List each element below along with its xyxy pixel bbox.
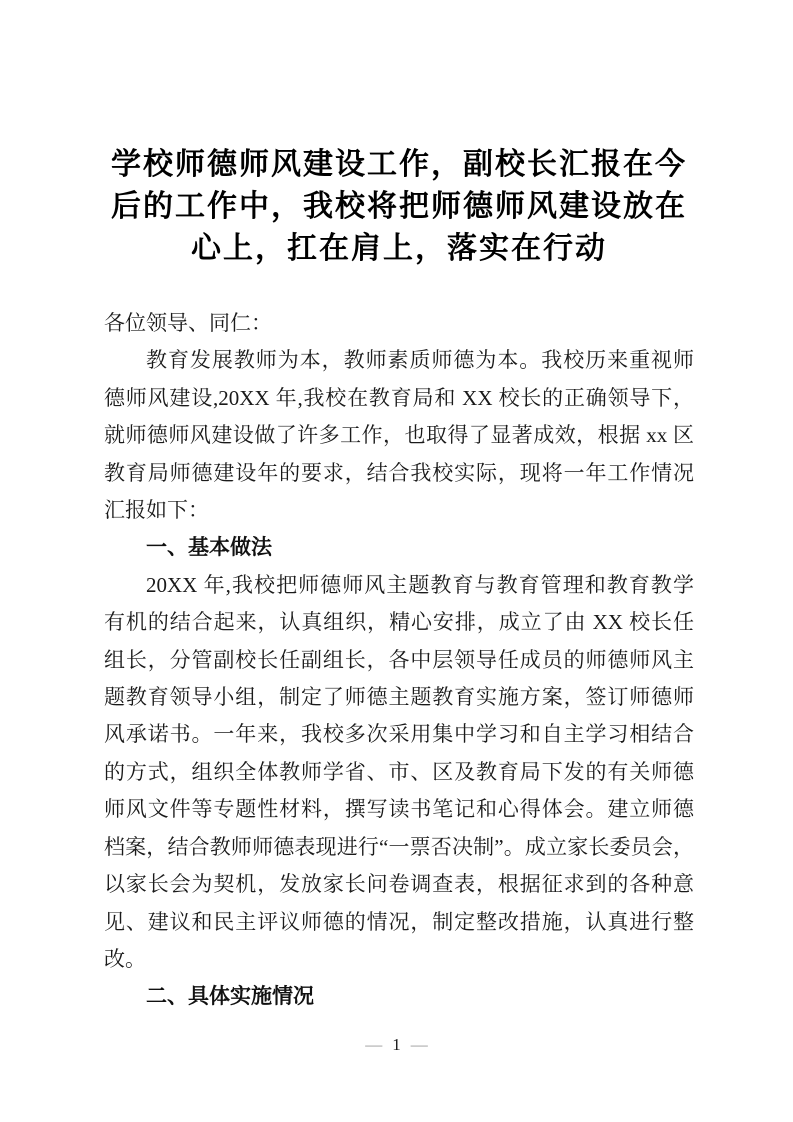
text-line: 德师风建设,20XX 年,我校在教育局和 XX 校长的正确领导下， [104,385,694,410]
text-line: 改。 [104,946,146,971]
text-line: 组长，分管副校长任副组长，各中层领导任成员的师德师风主 [104,647,694,672]
document-title [104,144,694,270]
heading [104,978,694,1015]
text-line: 就师德师风建设做了许多工作，也取得了显著成效，根据 xx 区 [104,423,694,448]
document-body [104,305,694,1016]
heading [104,529,694,566]
title-line: 后的工作中，我校将把师德师风建设放在 [111,190,687,223]
footer-page-number: 1 [392,1035,401,1054]
text-line: 题教育领导小组，制定了师德主题教育实施方案，签订师德师 [104,685,694,710]
text-line: 教育局师德建设年的要求，结合我校实际，现将一年工作情况 [104,460,694,485]
paragraph [104,342,694,529]
paragraph [104,567,694,978]
footer-dash: — [410,1035,428,1054]
text-line: 20XX 年,我校把师德师风主题教育与教育管理和教育教学 [146,572,694,597]
greeting [104,305,694,342]
footer-dash: — [365,1035,383,1054]
text-line: 档案，结合教师师德表现进行“一票否决制”。成立家长委员会， [104,834,694,859]
text-line: 各位领导、同仁： [104,311,272,335]
text-line: 二、具体实施情况 [146,984,314,1009]
page-footer [0,1034,793,1056]
title-line: 学校师德师风建设工作，副校长汇报在今 [111,148,687,181]
text-line: 师风文件等专题性材料，撰写读书笔记和心得体会。建立师德 [104,797,694,822]
text-line: 以家长会为契机，发放家长问卷调查表，根据征求到的各种意 [104,872,694,897]
text-line: 有机的结合起来，认真组织，精心安排，成立了由 XX 校长任 [104,610,694,635]
title-line: 心上，扛在肩上，落实在行动 [191,232,607,265]
text-line: 教育发展教师为本，教师素质师德为本。我校历来重视师 [146,348,694,373]
text-line: 见、建议和民主评议师德的情况，制定整改措施，认真进行整 [104,909,694,934]
text-line: 的方式，组织全体教师学省、市、区及教育局下发的有关师德 [104,759,694,784]
text-line: 汇报如下： [104,498,209,523]
text-line: 一、基本做法 [146,535,272,560]
text-line: 风承诺书。一年来，我校多次采用集中学习和自主学习相结合 [104,722,694,747]
